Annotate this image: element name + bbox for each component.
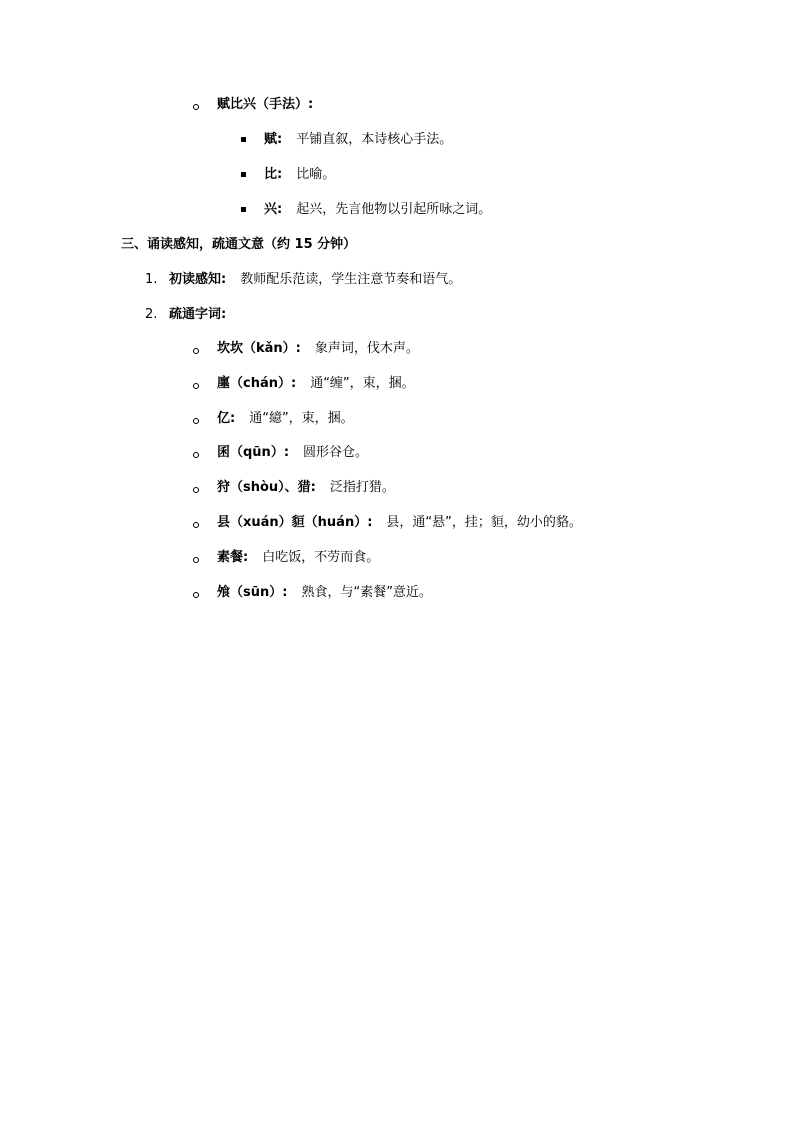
step-text: 教师配乐范读，学生注意节奏和语气。 <box>240 272 462 287</box>
word-item <box>217 375 415 393</box>
word-desc: 泛指打猎。 <box>329 480 395 495</box>
step-label: 疏通字词: <box>169 307 227 322</box>
item-desc: 平铺直叙，本诗核心手法。 <box>296 132 453 147</box>
word-item <box>217 514 582 532</box>
step-label: 初读感知: <box>169 272 227 287</box>
word-term: 狩（shòu）、猎: <box>217 480 316 495</box>
word-item <box>217 410 354 428</box>
word-desc: 通“缠”，束，捆。 <box>310 376 415 391</box>
circle-bullet-icon <box>193 557 199 563</box>
word-desc: 县，通“悬”，挂；貆，幼小的貉。 <box>386 515 582 530</box>
circle-bullet-icon <box>193 348 199 354</box>
square-bullet-icon <box>241 172 246 177</box>
word-item <box>217 340 419 358</box>
item-term: 赋: <box>264 132 283 147</box>
word-term: 囷（qūn）: <box>217 445 290 460</box>
item-term: 兴: <box>264 202 283 217</box>
fu-bi-xing-heading: 赋比兴（手法）: <box>217 97 314 112</box>
square-bullet-icon <box>241 207 246 212</box>
step-item <box>169 271 461 289</box>
circle-bullet-icon <box>193 418 199 424</box>
word-desc: 熟食，与“素餐”意近。 <box>301 585 432 600</box>
word-desc: 通“繶”，束，捆。 <box>249 411 354 426</box>
word-desc: 白吃饭，不劳而食。 <box>262 550 380 565</box>
circle-bullet-icon <box>193 487 199 493</box>
section-title: 三、诵读感知，疏通文意（约 15 分钟） <box>121 237 357 252</box>
item-desc: 起兴，先言他物以引起所咏之词。 <box>296 202 492 217</box>
step-number: 1. <box>145 272 158 287</box>
word-term: 坎坎（kǎn）: <box>217 341 301 356</box>
word-item <box>217 444 368 462</box>
circle-bullet-icon <box>193 383 199 389</box>
word-term: 廛（chán）: <box>217 376 297 391</box>
word-item <box>217 549 379 567</box>
circle-bullet-icon <box>193 452 199 458</box>
word-desc: 象声词，伐木声。 <box>314 341 419 356</box>
word-term: 县（xuán）貆（huán）: <box>217 515 373 530</box>
item-term: 比: <box>264 167 283 182</box>
word-desc: 圆形谷仓。 <box>303 445 369 460</box>
list-item <box>264 201 491 219</box>
list-item <box>264 166 335 184</box>
step-item <box>169 306 226 324</box>
item-desc: 比喻。 <box>296 167 336 182</box>
circle-bullet-icon <box>193 104 199 110</box>
word-term: 飧（sūn）: <box>217 585 288 600</box>
word-term: 亿: <box>217 411 236 426</box>
list-item <box>264 131 452 149</box>
square-bullet-icon <box>241 137 246 142</box>
circle-bullet-icon <box>193 522 199 528</box>
word-term: 素餐: <box>217 550 249 565</box>
step-number: 2. <box>145 307 158 322</box>
word-item <box>217 584 432 602</box>
circle-bullet-icon <box>193 592 199 598</box>
word-item <box>217 479 395 497</box>
